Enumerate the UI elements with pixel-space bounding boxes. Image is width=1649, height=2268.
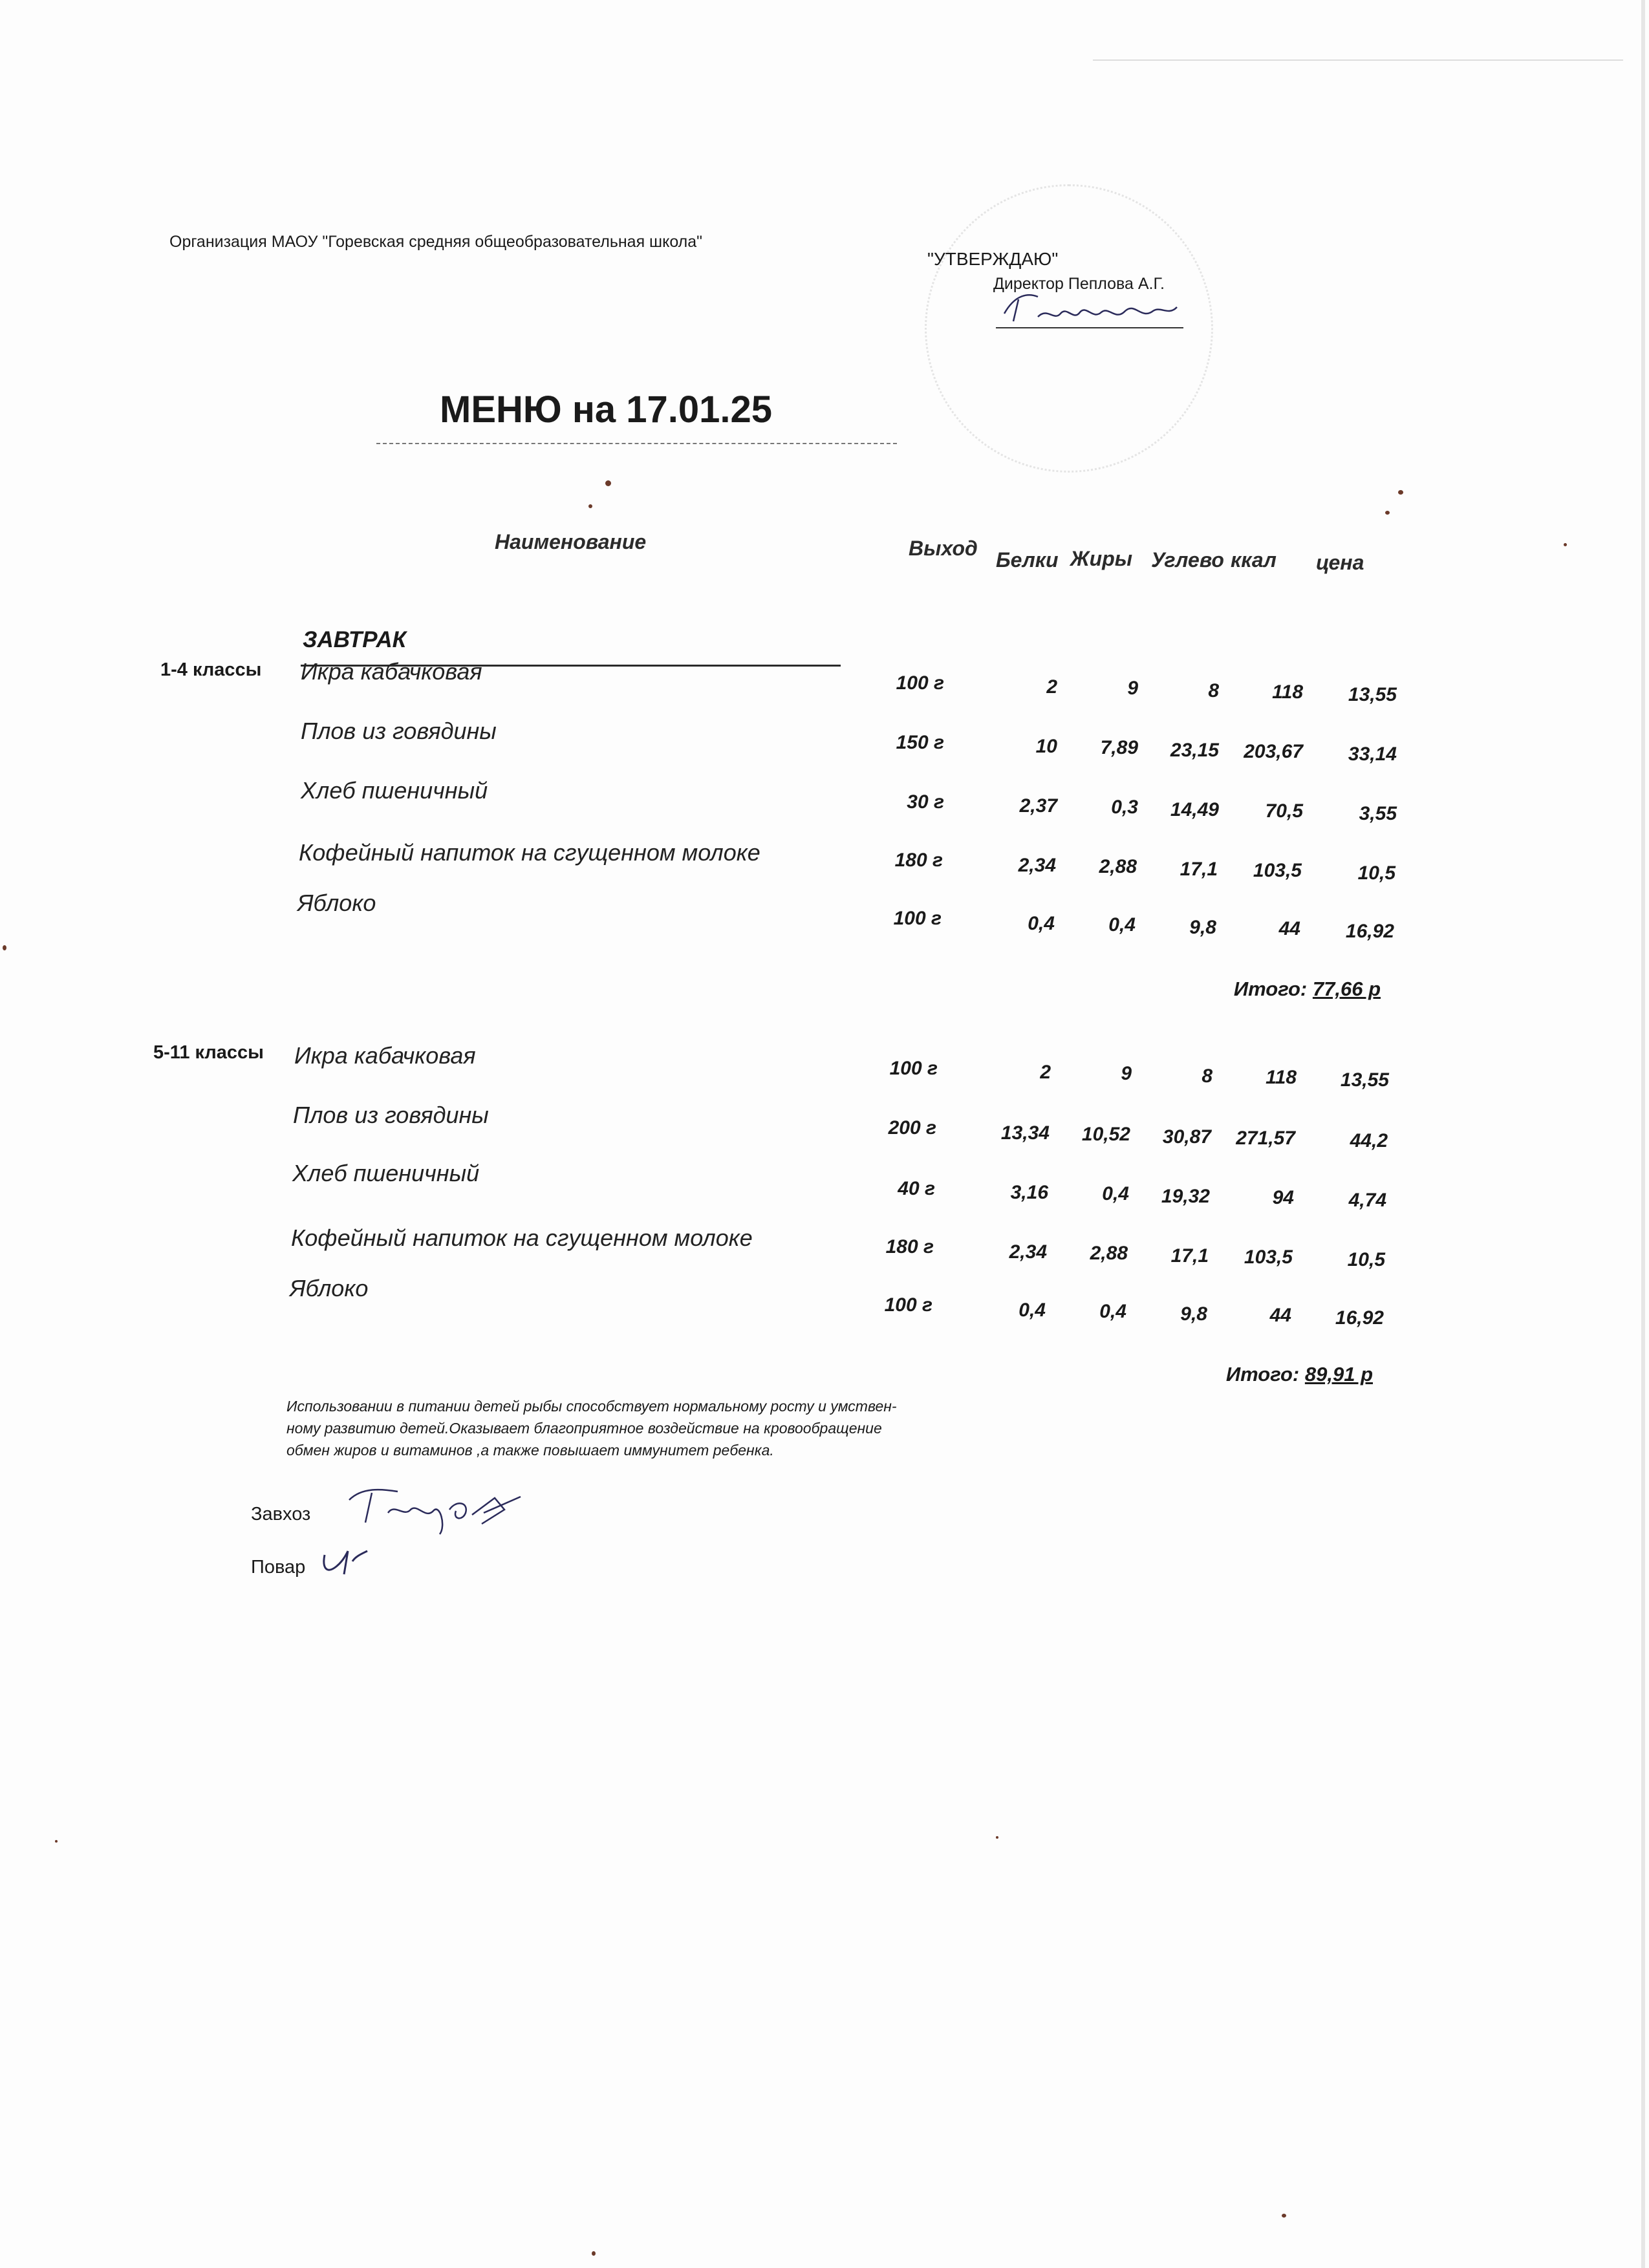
scan-speck [3, 945, 6, 950]
menu-item-protein: 2,34 [1009, 1241, 1047, 1263]
menu-item-kcal: 103,5 [1253, 860, 1302, 881]
menu-item-output: 180 г [885, 1236, 934, 1257]
menu-item-carbs: 19,32 [1161, 1186, 1210, 1207]
column-header-protein: Белки [996, 548, 1059, 572]
total-value: 89,91 р [1304, 1363, 1373, 1385]
menu-item-output: 180 г [894, 850, 943, 871]
menu-item-name: Плов из говядины [301, 718, 497, 744]
section-title: ЗАВТРАК [303, 627, 407, 652]
column-header-fat: Жиры [1070, 547, 1133, 570]
menu-item-price: 16,92 [1345, 921, 1394, 942]
menu-item-fat: 9 [1127, 678, 1138, 699]
menu-item-kcal: 203,67 [1244, 741, 1303, 762]
nutrition-note [286, 1395, 897, 1461]
menu-item-kcal: 103,5 [1244, 1246, 1293, 1268]
scan-right-edge [1641, 0, 1645, 2268]
menu-item-output: 200 г [888, 1117, 936, 1139]
menu-item-name: Яблоко [297, 890, 376, 916]
scan-speck [588, 504, 592, 508]
scan-speck [1398, 490, 1403, 495]
menu-item-output: 150 г [896, 732, 944, 753]
cook-label: Повар [251, 1557, 306, 1578]
scan-speck [592, 2251, 596, 2256]
menu-item-name: Кофейный напиток на сгущенном молоке [291, 1225, 753, 1251]
menu-item-price: 4,74 [1348, 1190, 1386, 1211]
menu-item-price: 13,55 [1348, 684, 1397, 705]
menu-item-name: Икра кабачковая [294, 1042, 476, 1069]
scan-speck [996, 1836, 998, 1839]
menu-item-carbs: 8 [1202, 1065, 1212, 1087]
organization-line: Организация МАОУ "Горевская средняя общеобразовательная школа" [169, 233, 703, 251]
menu-item-price: 44,2 [1350, 1130, 1388, 1151]
menu-item-output: 100 г [896, 672, 944, 694]
menu-item-fat: 0,4 [1108, 914, 1136, 936]
scan-speck [605, 480, 611, 486]
menu-item-protein: 0,4 [1018, 1300, 1046, 1321]
storekeeper-signature [343, 1484, 530, 1539]
menu-item-protein: 10 [1035, 736, 1057, 757]
menu-item-output: 100 г [893, 908, 942, 929]
menu-item-kcal: 118 [1266, 1067, 1297, 1088]
menu-item-price: 10,5 [1357, 862, 1396, 884]
menu-item-output: 100 г [884, 1294, 932, 1316]
menu-item-name: Хлеб пшеничный [292, 1160, 480, 1186]
menu-item-carbs: 17,1 [1180, 859, 1218, 880]
menu-item-carbs: 9,8 [1180, 1303, 1207, 1325]
menu-item-output: 30 г [907, 791, 944, 813]
director-signature [999, 288, 1187, 330]
menu-item-kcal: 44 [1269, 1305, 1291, 1326]
note-line: Использовании в питании детей рыбы способствует нормальному росту и умствен- [286, 1398, 897, 1415]
menu-item-carbs: 9,8 [1189, 917, 1216, 938]
note-line: обмен жиров и витаминов ,а также повышает иммунитет ребенка. [286, 1442, 774, 1459]
menu-item-kcal: 44 [1278, 918, 1300, 939]
menu-item-fat: 2,88 [1099, 856, 1137, 877]
scan-speck [55, 1840, 58, 1843]
menu-item-name: Икра кабачковая [301, 658, 482, 685]
group-total [1189, 1363, 1373, 1386]
menu-item-protein: 2,37 [1019, 795, 1057, 817]
scan-speck [1564, 543, 1567, 546]
menu-item-protein: 0,4 [1028, 913, 1055, 934]
menu-item-carbs: 14,49 [1170, 799, 1219, 820]
menu-item-protein: 3,16 [1010, 1182, 1048, 1203]
menu-item-output: 100 г [889, 1058, 938, 1079]
menu-item-carbs: 8 [1208, 680, 1219, 701]
menu-item-price: 33,14 [1348, 744, 1397, 765]
menu-item-fat: 2,88 [1090, 1243, 1128, 1264]
director-signature-line [996, 327, 1183, 328]
menu-item-price: 3,55 [1359, 803, 1397, 824]
menu-item-name: Яблоко [290, 1275, 369, 1301]
scan-speck [1282, 2214, 1286, 2218]
page-title: МЕНЮ на 17.01.25 [440, 389, 772, 431]
menu-item-fat: 9 [1121, 1063, 1132, 1084]
menu-item-fat: 0,4 [1102, 1183, 1129, 1204]
menu-item-carbs: 30,87 [1162, 1126, 1211, 1148]
scan-edge-line [1093, 59, 1623, 61]
menu-item-name: Хлеб пшеничный [301, 777, 488, 804]
column-header-name: Наименование [495, 530, 647, 553]
column-header-output: Выход [909, 537, 978, 560]
group-label: 1-4 классы [160, 659, 262, 680]
menu-item-protein: 2 [1040, 1062, 1051, 1083]
menu-item-carbs: 17,1 [1170, 1245, 1209, 1267]
menu-item-price: 10,5 [1347, 1249, 1385, 1270]
menu-item-name: Кофейный напиток на сгущенном молоке [299, 839, 760, 866]
menu-item-protein: 2 [1046, 676, 1057, 698]
group-label: 5-11 классы [153, 1042, 264, 1063]
group-total [1196, 978, 1381, 1001]
total-label: Итого: [1225, 1363, 1300, 1385]
column-header-carbs: Углево [1151, 548, 1224, 572]
menu-item-carbs: 23,15 [1170, 740, 1219, 761]
menu-item-protein: 2,34 [1018, 855, 1056, 876]
approval-label: "УТВЕРЖДАЮ" [927, 249, 1059, 269]
storekeeper-label: Завхоз [251, 1504, 311, 1524]
menu-item-kcal: 271,57 [1236, 1128, 1295, 1149]
menu-item-output: 40 г [898, 1178, 935, 1199]
menu-item-name: Плов из говядины [293, 1102, 489, 1128]
menu-item-kcal: 118 [1272, 681, 1303, 703]
scan-speck [1385, 511, 1390, 515]
cook-signature [317, 1542, 394, 1587]
menu-item-price: 13,55 [1340, 1069, 1389, 1091]
menu-item-kcal: 70,5 [1265, 800, 1303, 822]
director-line: Директор Пеплова А.Г. [993, 275, 1165, 293]
menu-item-kcal: 94 [1272, 1187, 1294, 1208]
menu-item-price: 16,92 [1335, 1307, 1384, 1329]
note-line: ному развитию детей.Оказывает благоприятное воздействие на кровообращение [286, 1420, 882, 1437]
menu-item-fat: 0,4 [1099, 1301, 1126, 1322]
title-underline [376, 443, 897, 444]
menu-item-protein: 13,34 [1000, 1122, 1050, 1144]
menu-item-fat: 0,3 [1111, 797, 1138, 818]
menu-item-fat: 10,52 [1081, 1124, 1130, 1145]
menu-item-fat: 7,89 [1100, 737, 1138, 758]
total-label: Итого: [1233, 978, 1308, 1000]
column-header-kcal: ккал [1231, 548, 1277, 572]
total-value: 77,66 р [1312, 978, 1381, 1000]
column-header-price: цена [1316, 551, 1364, 574]
